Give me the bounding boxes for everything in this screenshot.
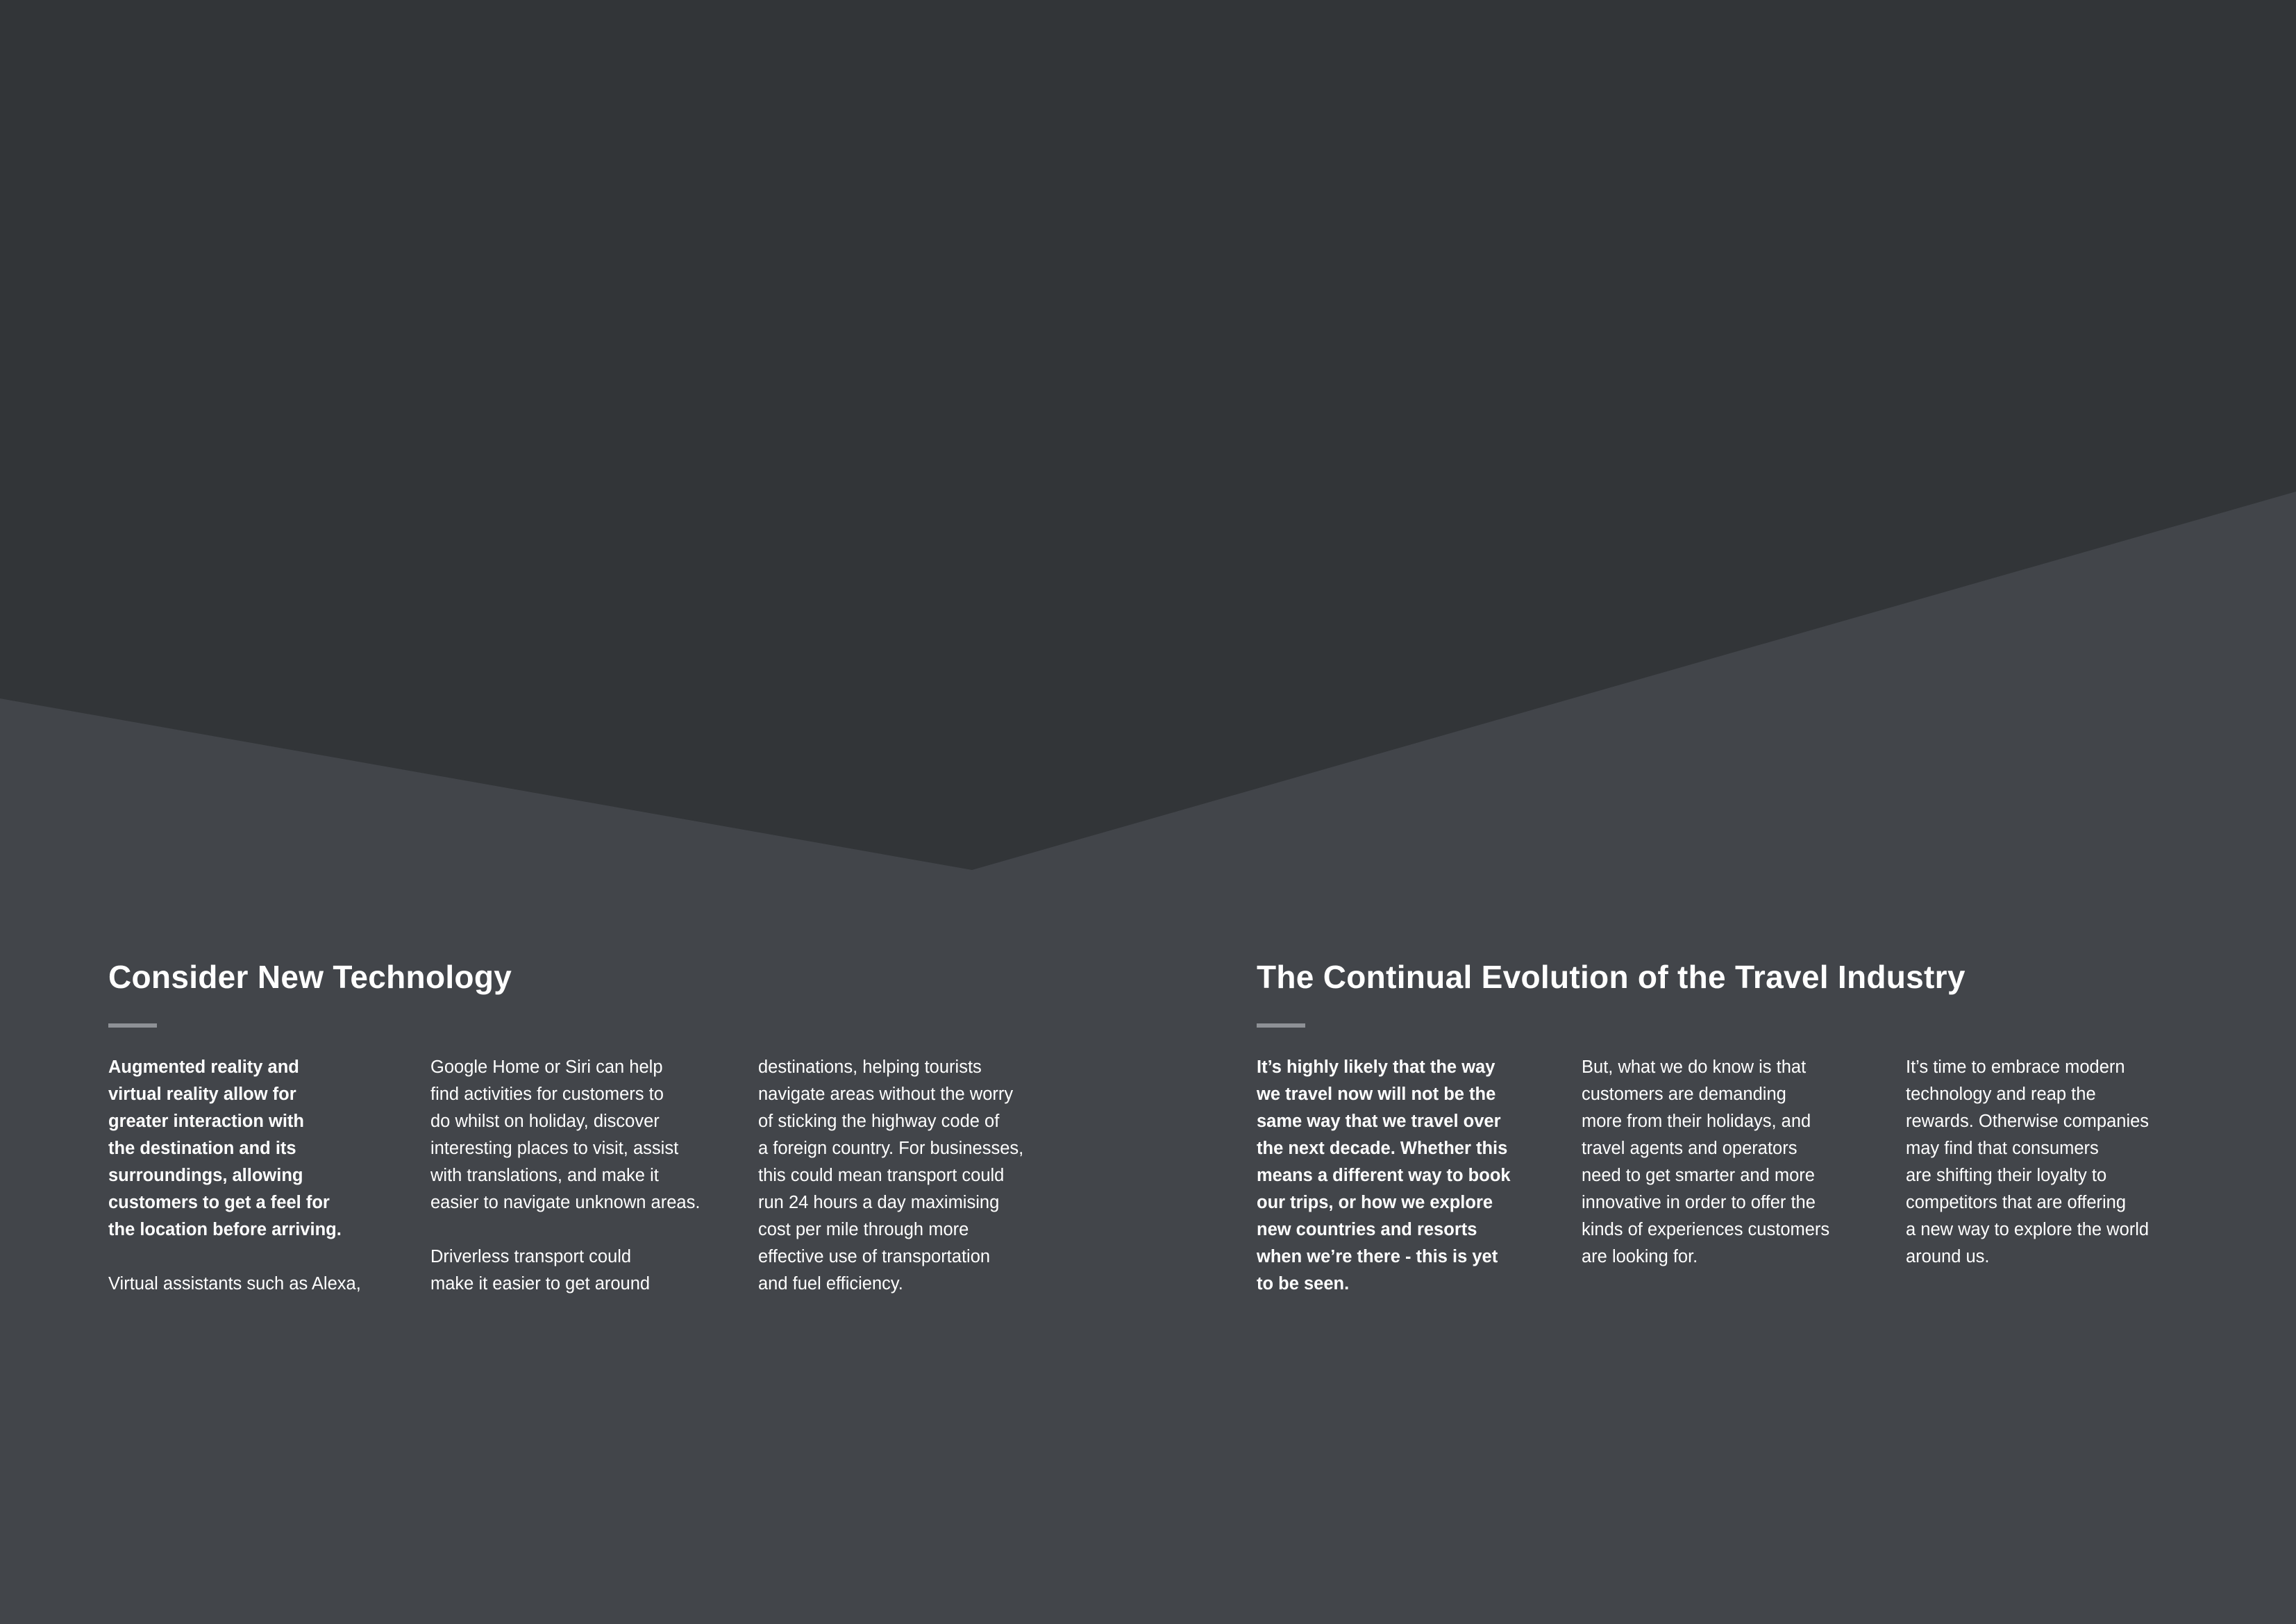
intro-paragraph: It’s highly likely that the way we travel now will not be the same way that we travel over the next decade. Whether this means a different way to book our trips, or how we explore new countries and resorts when we’re there - this is yet to be seen. — [1257, 1057, 1511, 1294]
title-divider — [108, 1023, 157, 1028]
body-paragraph: But, what we do know is that customers are demanding more from their holidays, and travel agents and operators need to get smarter and more innovative in order to offer the kinds of experiences customers are looking for. — [1582, 1057, 1830, 1266]
left-column-1 — [108, 1054, 400, 1325]
section-title-travel-industry: The Continual Evolution of the Travel Industry — [1257, 959, 1966, 995]
body-paragraph: It’s time to embrace modern technology and reap the rewards. Otherwise companies may find that consumers are shifting their loyalty to competitors that are offering a new way to explore the world around us. — [1906, 1057, 2150, 1266]
body-paragraph: Virtual assistants such as Alexa, — [108, 1274, 361, 1294]
title-divider — [1257, 1023, 1305, 1028]
body-paragraph: Driverless transport could make it easier to get around — [430, 1247, 651, 1294]
right-column-2 — [1582, 1054, 1880, 1298]
body-paragraph: destinations, helping tourists navigate areas without the worry of sticking the highway code of a foreign country. For businesses, this could mean transport could run 24 hours a day maximising cost per mile through more effective use of transportation and fuel efficiency. — [758, 1057, 1024, 1294]
right-column-1 — [1257, 1054, 1548, 1325]
left-column-3 — [758, 1054, 1064, 1325]
left-column-2 — [430, 1054, 736, 1325]
intro-paragraph: Augmented reality and virtual reality allow for greater interaction with the destination and its surroundings, allowing customers to get a feel for the location before arriving. — [108, 1057, 342, 1239]
right-column-3 — [1906, 1054, 2211, 1298]
body-paragraph: Google Home or Siri can help find activities for customers to do whilst on holiday, discover interesting places to visit, assist with translations, and make it easier to navigate unknown areas. — [430, 1057, 701, 1212]
section-title-new-technology: Consider New Technology — [108, 959, 512, 995]
